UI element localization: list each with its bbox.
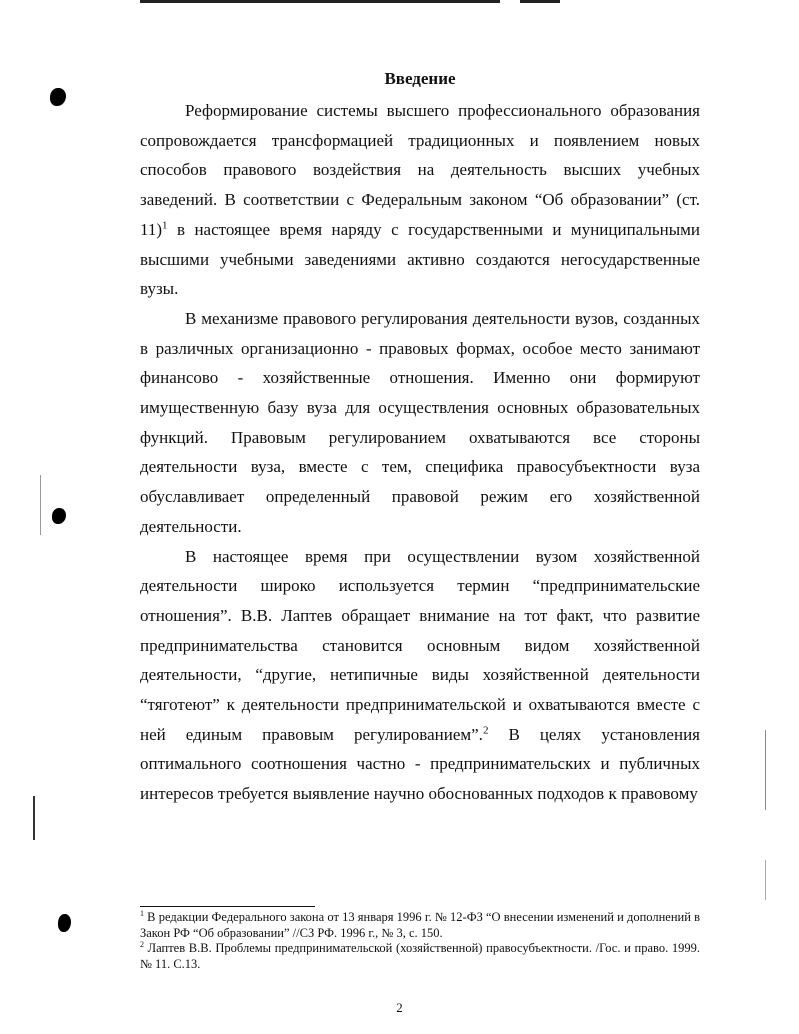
footnote-text: В редакции Федерального закона от 13 января 1996 г. № 12-ФЗ “О внесении изменений и дополнений в Закон РФ “Об образовании” //СЗ РФ. 1996 г., № 3, с. 150. bbox=[140, 910, 700, 940]
page-number: 2 bbox=[396, 1000, 403, 1015]
footnote-number: 2 bbox=[140, 939, 144, 949]
scan-line-artifact bbox=[765, 860, 766, 900]
paragraph-text: в настоящее время наряду с государственными и муниципальными высшими учебными заведениями активно создаются негосударственные вузы. bbox=[140, 219, 700, 299]
ink-blot bbox=[50, 88, 66, 106]
paragraph-1 bbox=[140, 96, 700, 304]
ink-blot bbox=[58, 914, 71, 932]
footnote-number: 1 bbox=[140, 908, 144, 918]
scan-artifact-top bbox=[140, 0, 500, 3]
footnote-ref-1: 1 bbox=[162, 219, 168, 232]
section-heading: Введение bbox=[384, 69, 456, 88]
footnote-separator bbox=[140, 906, 315, 907]
paragraph-text: В целях установления оптимального соотношения частно - предпринимательских и публичных интересов требуется выявление научно обоснованных подходов к правовому bbox=[140, 724, 700, 804]
footnote-text: Лаптев В.В. Проблемы предпринимательской (хозяйственной) правосубъектности. /Гос. и право. 1999. № 11. С.13. bbox=[140, 941, 700, 971]
footnotes bbox=[140, 910, 700, 972]
footnote-1 bbox=[140, 910, 700, 941]
body-text bbox=[140, 96, 700, 809]
paragraph-2: В механизме правового регулирования деятельности вузов, созданных в различных организационно - правовых формах, особое место занимают финансово - хозяйственные отношения. Именно они формируют имущественную базу вуза для осуществления основных образовательных функций. Правовым регулированием охватываются все стороны деятельности вуза, вместе с тем, специфика правосубъектности вуза обуславливает определенный правовой режим его хозяйственной деятельности. bbox=[140, 308, 700, 536]
ink-blot bbox=[52, 508, 66, 524]
footnote-2 bbox=[140, 941, 700, 972]
scan-line-artifact bbox=[40, 475, 41, 535]
paragraph-text: Реформирование системы высшего профессионального образования сопровождается трансформацией традиционных и появлением новых способов правового воздействия на деятельность высших учебных заведений. В соответствии с Федеральным законом “Об образовании” (ст. 11) bbox=[140, 101, 700, 239]
paragraph-text: В настоящее время при осуществлении вузом хозяйственной деятельности широко используется термин “предпринимательские отношения”. В.В. Лаптев обращает внимание на тот факт, что развитие предпринимательства становится основным видом хозяйственной деятельности, “другие, нетипичные виды хозяйственной деятельности “тяготеют” к деятельности предпринимательской и охватываются вместе с ней единым правовым регулированием”. bbox=[140, 546, 700, 744]
footnote-ref-2: 2 bbox=[482, 724, 489, 737]
paragraph-3 bbox=[140, 542, 700, 809]
scan-artifact-top bbox=[520, 0, 560, 3]
scan-line-artifact bbox=[33, 796, 35, 840]
scan-line-artifact bbox=[765, 730, 766, 810]
